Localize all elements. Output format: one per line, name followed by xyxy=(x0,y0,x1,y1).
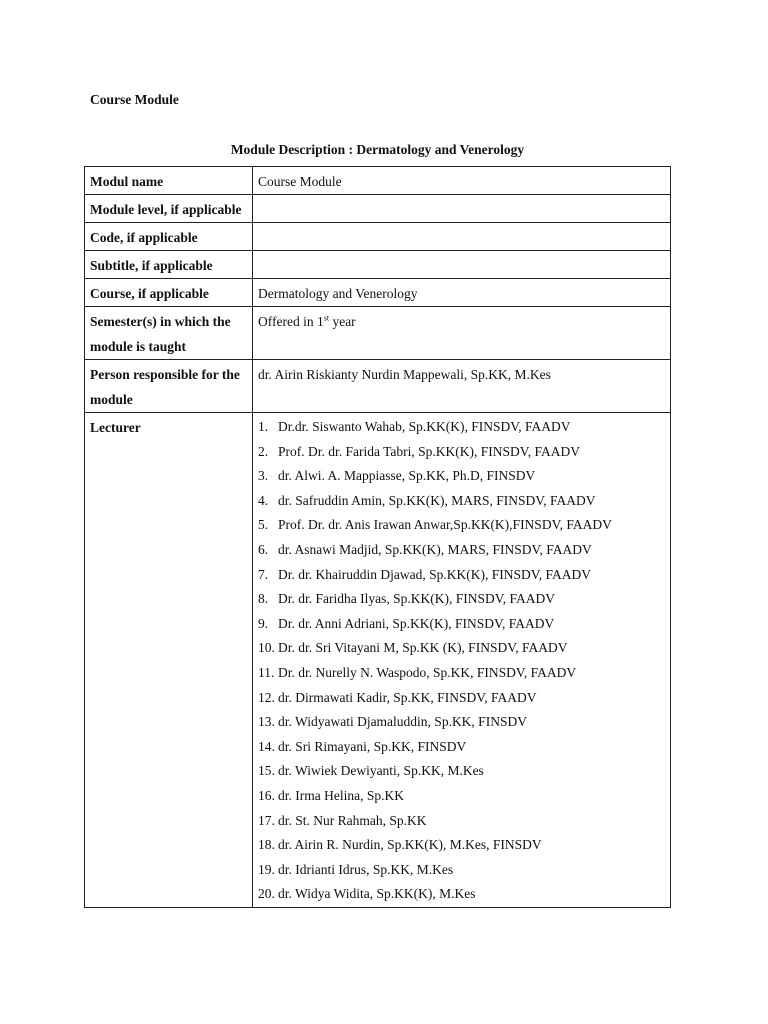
table-row xyxy=(85,167,671,195)
list-item-number: 18. xyxy=(258,837,275,853)
row-value-semester xyxy=(253,307,671,360)
module-description-title: Module Description : Dermatology and Venerology xyxy=(230,142,525,157)
list-item-name: Dr. dr. Sri Vitayani M, Sp.KK (K), FINSDV, FAADV xyxy=(278,640,568,656)
list-item-number: 19. xyxy=(258,861,275,877)
list-item-number: 6. xyxy=(258,541,269,557)
list-item-name: Dr. dr. Faridha Ilyas, Sp.KK(K), FINSDV, FAADV xyxy=(278,591,556,607)
row-label-module-level: Module level, if applicable xyxy=(85,195,253,223)
list-item-name: Prof. Dr. dr. Farida Tabri, Sp.KK(K), FINSDV, FAADV xyxy=(278,443,581,459)
lecturer-list xyxy=(258,415,665,907)
list-item xyxy=(258,513,665,538)
row-label-lecturer: Lecturer xyxy=(85,413,253,908)
list-item xyxy=(258,612,665,637)
row-label-subtitle: Subtitle, if applicable xyxy=(85,251,253,279)
list-item xyxy=(258,538,665,563)
table-row xyxy=(85,223,671,251)
table-row xyxy=(85,195,671,223)
list-item-name: Dr. dr. Khairuddin Djawad, Sp.KK(K), FINSDV, FAADV xyxy=(278,566,591,582)
list-item-name: dr. Wiwiek Dewiyanti, Sp.KK, M.Kes xyxy=(278,763,484,779)
list-item-number: 13. xyxy=(258,714,275,730)
row-label-course: Course, if applicable xyxy=(85,279,253,307)
table-row xyxy=(85,307,671,360)
list-item-number: 4. xyxy=(258,492,269,508)
row-label-code: Code, if applicable xyxy=(85,223,253,251)
list-item-name: dr. Dirmawati Kadir, Sp.KK, FINSDV, FAADV xyxy=(278,689,537,705)
module-description-table xyxy=(84,166,671,908)
list-item-number: 15. xyxy=(258,763,275,779)
row-value-course: Dermatology and Venerology xyxy=(253,279,671,307)
row-value-lecturer xyxy=(253,413,671,908)
list-item xyxy=(258,858,665,883)
list-item-name: dr. Safruddin Amin, Sp.KK(K), MARS, FINSDV, FAADV xyxy=(278,492,596,508)
list-item xyxy=(258,809,665,834)
list-item xyxy=(258,636,665,661)
row-value-subtitle xyxy=(253,251,671,279)
list-item xyxy=(258,710,665,735)
list-item xyxy=(258,735,665,760)
list-item-name: dr. St. Nur Rahmah, Sp.KK xyxy=(278,812,427,828)
list-item-name: dr. Idrianti Idrus, Sp.KK, M.Kes xyxy=(278,861,454,877)
list-item-name: dr. Alwi. A. Mappiasse, Sp.KK, Ph.D, FINSDV xyxy=(278,468,536,484)
document-heading: Course Module xyxy=(90,92,179,107)
list-item-number: 7. xyxy=(258,566,269,582)
list-item-number: 5. xyxy=(258,517,269,533)
row-value-module-level xyxy=(253,195,671,223)
row-value-person-responsible: dr. Airin Riskianty Nurdin Mappewali, Sp.KK, M.Kes xyxy=(253,360,671,413)
semester-value-prefix: Offered in 1 xyxy=(258,314,324,329)
list-item xyxy=(258,489,665,514)
list-item-number: 9. xyxy=(258,615,269,631)
list-item xyxy=(258,440,665,465)
table-row xyxy=(85,279,671,307)
list-item-number: 3. xyxy=(258,468,269,484)
semester-value-suffix: year xyxy=(329,314,356,329)
list-item xyxy=(258,882,665,907)
list-item xyxy=(258,415,665,440)
list-item-name: dr. Widyawati Djamaluddin, Sp.KK, FINSDV xyxy=(278,714,527,730)
table-row xyxy=(85,360,671,413)
list-item xyxy=(258,686,665,711)
row-label-modul-name: Modul name xyxy=(85,167,253,195)
list-item-name: dr. Widya Widita, Sp.KK(K), M.Kes xyxy=(278,886,476,902)
list-item-name: dr. Airin R. Nurdin, Sp.KK(K), M.Kes, FINSDV xyxy=(278,837,542,853)
list-item xyxy=(258,833,665,858)
list-item-name: dr. Asnawi Madjid, Sp.KK(K), MARS, FINSDV, FAADV xyxy=(278,541,592,557)
list-item-number: 16. xyxy=(258,787,275,803)
table-row xyxy=(85,251,671,279)
list-item-name: Dr. dr. Anni Adriani, Sp.KK(K), FINSDV, FAADV xyxy=(278,615,555,631)
list-item xyxy=(258,587,665,612)
list-item-number: 10. xyxy=(258,640,275,656)
table-row xyxy=(85,413,671,908)
list-item xyxy=(258,563,665,588)
list-item-name: Dr. dr. Nurelly N. Waspodo, Sp.KK, FINSDV, FAADV xyxy=(278,664,577,680)
list-item-number: 1. xyxy=(258,419,269,434)
list-item-number: 11. xyxy=(258,664,275,680)
row-value-code xyxy=(253,223,671,251)
list-item-name: dr. Sri Rimayani, Sp.KK, FINSDV xyxy=(278,738,467,754)
list-item xyxy=(258,661,665,686)
list-item-name: Prof. Dr. dr. Anis Irawan Anwar,Sp.KK(K),FINSDV, FAADV xyxy=(278,517,612,533)
list-item-number: 14. xyxy=(258,738,275,754)
row-label-semester: Semester(s) in which the module is taught xyxy=(85,307,253,360)
list-item xyxy=(258,759,665,784)
row-label-person-responsible: Person responsible for the module xyxy=(85,360,253,413)
list-item-number: 12. xyxy=(258,689,275,705)
list-item-name: dr. Irma Helina, Sp.KK xyxy=(278,787,404,803)
list-item-number: 2. xyxy=(258,443,269,459)
list-item-number: 8. xyxy=(258,591,269,607)
list-item-number: 20. xyxy=(258,886,275,902)
list-item-number: 17. xyxy=(258,812,275,828)
list-item xyxy=(258,784,665,809)
semester-value-superscript: st xyxy=(323,313,330,323)
row-value-modul-name: Course Module xyxy=(253,167,671,195)
list-item xyxy=(258,464,665,489)
list-item-name: Dr.dr. Siswanto Wahab, Sp.KK(K), FINSDV, FAADV xyxy=(278,419,571,434)
